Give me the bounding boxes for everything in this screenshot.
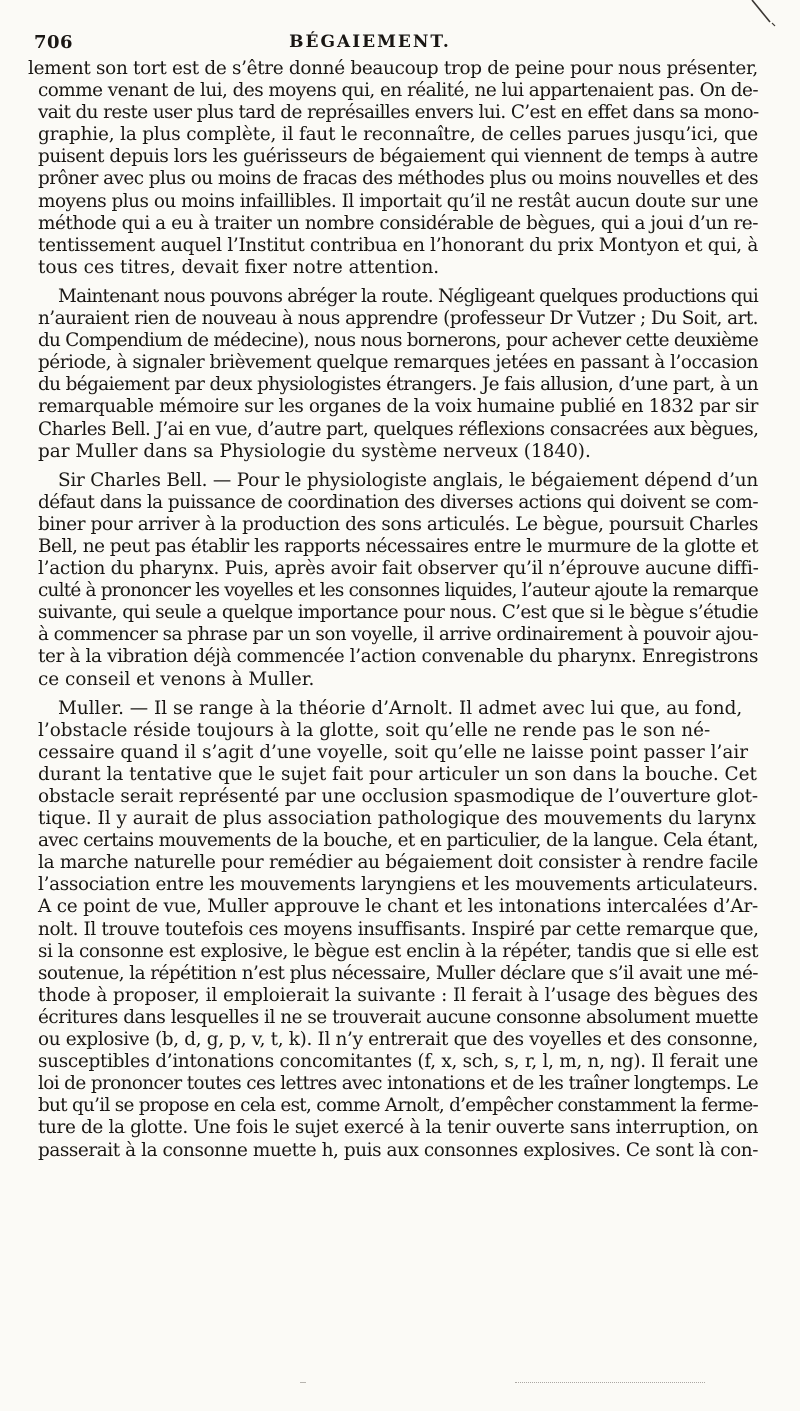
text-line: période, à signaler brièvement quelque remarques jetées en passant à l’occasion xyxy=(38,352,759,374)
text-line: vait du reste user plus tard de représailles envers lui. C’est en effet dans sa mono- xyxy=(38,102,759,124)
text-line: l’association entre les mouvements laryngiens et les mouvements articulateurs. xyxy=(38,874,758,896)
text-line: Charles Bell. J’ai en vue, d’autre part, quelques réflexions consacrées aux bègues, xyxy=(38,418,759,440)
text-line: culté à prononcer les voyelles et les consonnes liquides, l’auteur ajoute la remarque xyxy=(38,580,758,602)
text-line: soutenue, la répétition n’est plus nécessaire, Muller déclare que s’il avait une mé- xyxy=(38,962,758,984)
divider xyxy=(300,1382,306,1383)
text-line: prôner avec plus ou moins de fracas des méthodes plus ou moins nouvelles et des xyxy=(38,168,758,190)
text-line: écritures dans lesquelles il ne se trouverait aucune consonne absolument muette xyxy=(38,1006,759,1028)
page-header xyxy=(28,28,712,58)
running-title: BÉGAIEMENT. xyxy=(289,32,451,52)
text-line: du Compendium de médecine), nous nous bornerons, pour achever cette deuxième xyxy=(38,330,758,352)
text-line: puisent depuis lors les guérisseurs de bégaiement qui viennent de temps à autre xyxy=(38,146,758,168)
text-line: du bégaiement par deux physiologistes étrangers. Je fais allusion, d’une part, à un xyxy=(38,374,758,396)
text-line: l’obstacle réside toujours à la glotte, soit qu’elle ne rende pas le son né- xyxy=(38,719,711,741)
text-line: susceptibles d’intonations concomitantes (f, x, sch, s, r, l, m, n, ng). Il ferait une xyxy=(38,1051,759,1073)
text-line: si la consonne est explosive, le bègue est enclin à la répéter, tandis que si elle est xyxy=(38,940,758,962)
divider xyxy=(515,1382,705,1383)
text-line: remarquable mémoire sur les organes de la voix humaine publié en 1832 par sir xyxy=(38,396,758,418)
page-number: 706 xyxy=(34,32,74,53)
text-line: par Muller dans sa Physiologie du système nerveux (1840). xyxy=(38,440,591,462)
text-line: ture de la glotte. Une fois le sujet exercé à la tenir ouverte sans interruption, on xyxy=(38,1117,759,1139)
text-line: nolt. Il trouve toutefois ces moyens insuffisants. Inspiré par cette remarque que, xyxy=(38,918,759,940)
text-line: Sir Charles Bell. — Pour le physiologiste anglais, le bégaiement dépend d’un xyxy=(58,469,759,491)
page-body xyxy=(28,58,759,1162)
text-line: lement son tort est de s’être donné beaucoup trop de peine pour nous présenter, xyxy=(28,58,758,79)
text-line: la marche naturelle pour remédier au bégaiement doit consister à rendre facile xyxy=(38,852,759,874)
text-line: avec certains mouvements de la bouche, et en particulier, de la langue. Cela étant, xyxy=(38,830,758,852)
text-line: comme venant de lui, des moyens qui, en réalité, ne lui appartenaient pas. On de- xyxy=(38,80,758,102)
text-line: Bell, ne peut pas établir les rapports nécessaires entre le murmure de la glotte et xyxy=(38,535,758,557)
text-line: Maintenant nous pouvons abréger la route. Négligeant quelques productions qui xyxy=(58,285,759,307)
text-line: à commencer sa phrase par un son voyelle, il arrive ordinairement à pouvoir ajou- xyxy=(38,624,758,646)
text-line: durant la tentative que le sujet fait pour articuler un son dans la bouche. Cet xyxy=(38,763,757,785)
text-line: but qu’il se propose en cela est, comme Arnolt, d’empêcher constamment la ferme- xyxy=(38,1095,758,1117)
text-line: ce conseil et venons à Muller. xyxy=(38,668,315,690)
text-line: n’auraient rien de nouveau à nous apprendre (professeur Dr Vutzer ; Du Soit, art. xyxy=(38,308,758,330)
paragraph xyxy=(28,469,759,691)
text-line: biner pour arriver à la production des sons articulés. Le bègue, poursuit Charles xyxy=(38,513,759,535)
text-line: A ce point de vue, Muller approuve le chant et les intonations intercalées d’Ar- xyxy=(38,896,759,918)
paragraph xyxy=(28,58,759,279)
text-line: défaut dans la puissance de coordination des diverses actions qui doivent se com- xyxy=(38,491,758,513)
pencil-mark-icon xyxy=(748,0,788,30)
text-line: cessaire quand il s’agit d’une voyelle, soit qu’elle ne laisse point passer l’air xyxy=(38,741,749,763)
text-line: suivante, qui seule a quelque importance pour nous. C’est que si le bègue s’étudie xyxy=(38,602,758,624)
text-line: tous ces titres, devait fixer notre attention. xyxy=(38,256,440,278)
paragraph xyxy=(28,285,759,463)
text-line: loi de prononcer toutes ces lettres avec intonations et de les traîner longtemps. Le xyxy=(38,1073,759,1095)
text-line: thode à proposer, il emploierait la suivante : Il ferait à l’usage des bègues des xyxy=(38,984,758,1006)
text-line: ter à la vibration déjà commencée l’action convenable du pharynx. Enregistrons xyxy=(38,646,759,668)
paragraph xyxy=(28,697,759,1162)
text-line: moyens plus ou moins infaillibles. Il importait qu’il ne restât aucun doute sur une xyxy=(38,190,758,212)
text-line: ou explosive (b, d, g, p, v, t, k). Il n’y entrerait que des voyelles et des consonne, xyxy=(38,1029,758,1051)
book-page xyxy=(28,28,759,1162)
text-line: graphie, la plus complète, il faut le reconnaître, de celles parues jusqu’ici, que xyxy=(38,124,758,146)
text-line: Muller. — Il se range à la théorie d’Arnolt. Il admet avec lui que, au fond, xyxy=(58,697,743,719)
text-line: tentissement auquel l’Institut contribua en l’honorant du prix Montyon et qui, à xyxy=(38,234,759,256)
text-line: passerait à la consonne muette h, puis aux consonnes explosives. Ce sont là con- xyxy=(38,1139,758,1161)
text-line: l’action du pharynx. Puis, après avoir fait observer qu’il n’éprouve aucune diffi- xyxy=(38,558,759,580)
text-line: méthode qui a eu à traiter un nombre considérable de bègues, qui a joui d’un re- xyxy=(38,212,759,234)
text-line: obstacle serait représenté par une occlusion spasmodique de l’ouverture glot- xyxy=(38,786,758,807)
text-line: tique. Il y aurait de plus association pathologique des mouvements du larynx xyxy=(38,808,756,830)
